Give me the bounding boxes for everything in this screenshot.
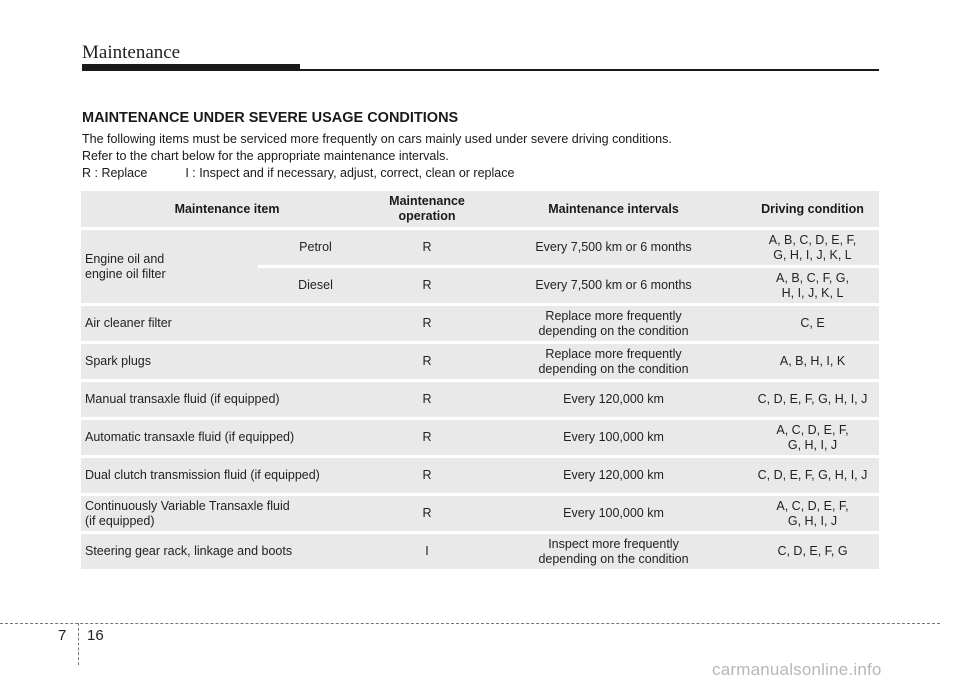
row-operation: R bbox=[373, 268, 481, 303]
table-row bbox=[81, 458, 879, 493]
row-item: Engine oil and engine oil filter bbox=[81, 230, 258, 303]
row-condition: A, C, D, E, F, G, H, I, J bbox=[746, 496, 879, 531]
table-header-row bbox=[81, 191, 879, 227]
header-driving-condition: Driving condition bbox=[746, 191, 879, 227]
row-item: Dual clutch transmission fluid (if equipped) bbox=[81, 458, 373, 493]
footer-separator bbox=[78, 623, 79, 665]
row-condition: C, D, E, F, G, H, I, J bbox=[746, 458, 879, 493]
row-condition: A, C, D, E, F, G, H, I, J bbox=[746, 420, 879, 455]
row-operation: R bbox=[373, 230, 481, 265]
header-rule-thick bbox=[82, 64, 300, 71]
header-title: Maintenance bbox=[82, 42, 181, 63]
legend bbox=[82, 165, 672, 182]
row-subtype: Diesel bbox=[258, 268, 373, 303]
row-operation: R bbox=[373, 344, 481, 379]
row-condition: C, D, E, F, G bbox=[746, 534, 879, 569]
row-item: Continuously Variable Transaxle fluid (if equipped) bbox=[81, 496, 373, 531]
header-rule-thin bbox=[300, 69, 879, 71]
row-interval: Every 100,000 km bbox=[481, 420, 746, 455]
row-item: Air cleaner filter bbox=[81, 306, 373, 341]
row-condition: A, B, H, I, K bbox=[746, 344, 879, 379]
page-number: 16 bbox=[87, 627, 104, 644]
watermark: carmanualsonline.info bbox=[712, 660, 882, 679]
row-subtype: Petrol bbox=[258, 230, 373, 265]
row-condition: A, B, C, F, G, H, I, J, K, L bbox=[746, 268, 879, 303]
maintenance-table bbox=[81, 188, 879, 572]
row-condition: C, D, E, F, G, H, I, J bbox=[746, 382, 879, 417]
row-item: Steering gear rack, linkage and boots bbox=[81, 534, 373, 569]
footer-divider bbox=[0, 623, 940, 624]
row-item: Automatic transaxle fluid (if equipped) bbox=[81, 420, 373, 455]
row-interval: Replace more frequently depending on the condition bbox=[481, 306, 746, 341]
row-interval: Inspect more frequently depending on the condition bbox=[481, 534, 746, 569]
row-operation: R bbox=[373, 496, 481, 531]
row-operation: R bbox=[373, 420, 481, 455]
row-interval: Every 100,000 km bbox=[481, 496, 746, 531]
row-operation: R bbox=[373, 458, 481, 493]
table-row bbox=[81, 496, 879, 531]
row-interval: Every 7,500 km or 6 months bbox=[481, 268, 746, 303]
intro-line-1: The following items must be serviced more frequently on cars mainly used under severe driving conditions. bbox=[82, 132, 672, 146]
table-row bbox=[81, 382, 879, 417]
intro-line-2: Refer to the chart below for the appropriate maintenance intervals. bbox=[82, 149, 449, 163]
row-operation: I bbox=[373, 534, 481, 569]
table-row bbox=[81, 230, 879, 265]
row-condition: A, B, C, D, E, F, G, H, I, J, K, L bbox=[746, 230, 879, 265]
row-item: Manual transaxle fluid (if equipped) bbox=[81, 382, 373, 417]
section-title: MAINTENANCE UNDER SEVERE USAGE CONDITIONS bbox=[82, 110, 459, 126]
row-interval: Every 120,000 km bbox=[481, 382, 746, 417]
row-operation: R bbox=[373, 306, 481, 341]
row-operation: R bbox=[373, 382, 481, 417]
row-interval: Every 7,500 km or 6 months bbox=[481, 230, 746, 265]
legend-inspect: I : Inspect and if necessary, adjust, correct, clean or replace bbox=[185, 166, 515, 180]
table-row bbox=[81, 344, 879, 379]
chapter-number: 7 bbox=[58, 627, 67, 644]
intro-text bbox=[82, 131, 672, 182]
table-row bbox=[81, 306, 879, 341]
legend-replace: R : Replace bbox=[82, 166, 148, 180]
header-maintenance-item: Maintenance item bbox=[81, 191, 373, 227]
row-item: Spark plugs bbox=[81, 344, 373, 379]
table-row bbox=[81, 420, 879, 455]
row-interval: Replace more frequently depending on the condition bbox=[481, 344, 746, 379]
row-interval: Every 120,000 km bbox=[481, 458, 746, 493]
header-maintenance-operation: Maintenance operation bbox=[373, 191, 481, 227]
table-row bbox=[81, 534, 879, 569]
header-maintenance-intervals: Maintenance intervals bbox=[481, 191, 746, 227]
row-condition: C, E bbox=[746, 306, 879, 341]
